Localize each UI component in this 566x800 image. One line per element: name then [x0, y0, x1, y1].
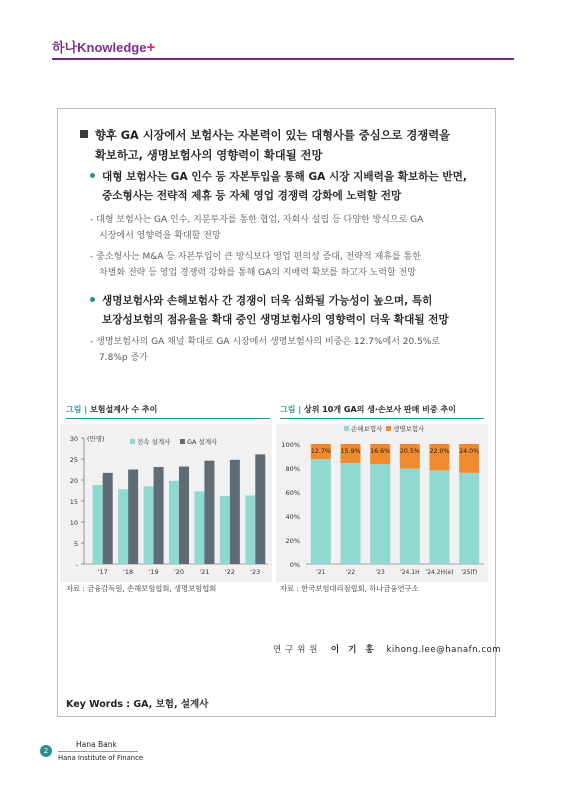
sub-bullet-2-line2: 보장성보험의 점유율을 확대 중인 생명보험사의 영향력이 더욱 확대될 전망	[102, 314, 449, 326]
author-line	[273, 643, 501, 655]
sub-bullet-2-line1: 생명보험사와 손해보험사 간 경쟁이 더욱 심화될 가능성이 높으며, 특히	[102, 295, 433, 307]
dot-bullet-icon	[90, 173, 95, 178]
bar-ga-planner	[255, 454, 265, 564]
footer-rule	[58, 751, 138, 752]
legend-label: GA 설계사	[187, 438, 218, 446]
figure-2-sep: |	[298, 405, 302, 414]
y-tick-label: 20%	[285, 537, 300, 545]
figure-2-tag: 그림	[280, 405, 296, 414]
detail-1-line1: 대형 보험사는 GA 인수, 지분투자를 통한 협업, 자회사 설립 등 다양한 방식으로 GA	[96, 215, 424, 225]
detail-3	[90, 334, 495, 366]
detail-3-line2: 7.8%p 증가	[99, 353, 148, 363]
sub-bullet-1-line2: 중소형사는 전략적 제휴 등 자체 영업 경쟁력 강화에 노력할 전망	[102, 190, 402, 202]
keywords: Key Words : GA, 보험, 설계사	[66, 699, 209, 710]
data-label-life-share: 12.7%	[310, 448, 331, 455]
detail-1-line2: 시장에서 영향력을 확대할 전망	[99, 231, 221, 241]
figure-1-title-text: 보험설계사 수 추이	[89, 405, 158, 414]
y-tick-label: 25	[69, 456, 78, 464]
y-tick-label: 60%	[285, 489, 300, 497]
legend-label: 전속 설계사	[137, 438, 171, 446]
y-tick-label: 100%	[281, 441, 300, 449]
y-tick-label: 15	[69, 498, 78, 506]
x-tick-label: '21	[199, 568, 210, 576]
detail-3-line1: 생명보험사의 GA 채널 확대로 GA 시장에서 생명보험사의 비중은 12.7%에서 20.5%로	[96, 337, 441, 347]
dash-marker: -	[90, 215, 94, 225]
x-tick-label: '18	[123, 568, 134, 576]
footer-bank: Hana Bank	[76, 740, 117, 749]
legend-label: 손해보험사	[351, 425, 383, 433]
bar-nonlife-share	[400, 469, 420, 564]
bar-nonlife-share	[311, 459, 331, 564]
bar-nonlife-share	[430, 470, 450, 564]
bar-ga-planner	[128, 470, 138, 565]
unit-label: (만명)	[87, 435, 105, 443]
bar-nonlife-share	[341, 463, 361, 564]
bar-ga-planner	[154, 467, 164, 564]
bar-ga-planner	[230, 460, 240, 564]
legend-swatch	[130, 439, 135, 444]
dash-marker: -	[90, 337, 94, 347]
bar-exclusive-planner	[144, 486, 154, 564]
y-tick-label: 20	[69, 477, 78, 485]
logo-knowledge-text: Knowledge	[77, 40, 147, 55]
figure-2-rule	[280, 418, 484, 419]
x-tick-label: '21	[316, 569, 326, 576]
data-label-life-share: 20.5%	[399, 448, 420, 455]
bar-nonlife-share	[459, 473, 479, 564]
bar-exclusive-planner	[118, 489, 128, 564]
x-tick-label: '24.1H	[400, 569, 420, 576]
x-tick-label: '23	[375, 569, 385, 576]
y-tick-label: -	[75, 561, 78, 569]
bar-ga-planner	[179, 467, 189, 564]
square-bullet-icon	[80, 130, 88, 138]
data-label-life-share: 24.0%	[459, 448, 480, 455]
detail-1	[90, 212, 495, 244]
x-tick-label: '23	[250, 568, 261, 576]
hana-knowledge-logo	[52, 37, 155, 56]
detail-2-line2: 차별화 전략 등 영업 경쟁력 강화를 통해 GA의 지배력 확보를 하고자 노력할 전망	[99, 268, 416, 278]
data-label-life-share: 22.0%	[429, 448, 450, 455]
main-bullet	[80, 126, 500, 166]
figure-2-title	[280, 404, 456, 415]
bar-exclusive-planner	[169, 481, 179, 564]
author-name: 이 기 홍	[330, 645, 377, 655]
sub-bullet-2	[90, 292, 495, 330]
main-bullet-line1: 향후 GA 시장에서 보험사는 자본력이 있는 대형사를 중심으로 경쟁력을	[95, 129, 451, 142]
legend-swatch	[344, 426, 349, 431]
figure-2-title-text: 상위 10개 GA의 생·손보사 판매 비중 추이	[303, 405, 456, 414]
bar-ga-planner	[204, 461, 214, 564]
chart-ga-sales-share	[276, 424, 488, 582]
detail-2-line1: 중소형사는 M&A 등 자본투입이 큰 방식보다 영업 편의성 증대, 전략적 제휴를 통한	[96, 252, 421, 262]
y-tick-label: 80%	[285, 465, 300, 473]
data-label-life-share: 15.9%	[340, 448, 361, 455]
x-tick-label: '22	[345, 569, 356, 576]
page-number: 2	[40, 745, 52, 757]
legend-swatch	[386, 426, 391, 431]
x-tick-label: '24.2H(e)	[425, 569, 454, 576]
y-tick-label: 0%	[289, 561, 300, 569]
logo-plus-icon: +	[146, 39, 156, 56]
figure-1-source: 자료 : 금융감독원, 손해보험협회, 생명보험협회	[66, 584, 217, 593]
bar-exclusive-planner	[220, 496, 230, 564]
y-tick-label: 30	[69, 435, 78, 443]
bar-exclusive-planner	[93, 485, 103, 564]
sub-bullet-1	[90, 168, 495, 206]
legend-swatch	[180, 439, 185, 444]
chart-1-background	[60, 424, 272, 582]
x-tick-label: '22	[224, 568, 235, 576]
figure-1-rule	[66, 418, 270, 419]
figure-1-sep: |	[84, 405, 88, 414]
y-tick-label: 40%	[285, 513, 300, 521]
bar-exclusive-planner	[245, 496, 255, 564]
y-tick-label: 10	[69, 519, 78, 527]
footer-institute: Hana Institute of Finance	[58, 754, 144, 762]
bar-ga-planner	[103, 473, 113, 564]
dash-marker: -	[90, 252, 94, 262]
author-role: 연 구 위 원	[273, 645, 318, 655]
logo-hana-text: 하나	[52, 40, 78, 55]
detail-2	[90, 249, 495, 281]
figure-2-source: 자료 : 한국보험대리점협회, 하나금융연구소	[280, 584, 419, 593]
x-tick-label: '17	[97, 568, 108, 576]
data-label-life-share: 16.6%	[370, 448, 391, 455]
bar-exclusive-planner	[194, 491, 204, 564]
main-bullet-line2: 확보하고, 생명보험사의 영향력이 확대될 전망	[95, 149, 323, 162]
x-tick-label: '20	[173, 568, 185, 576]
x-tick-label: '25(f)	[461, 569, 478, 576]
dot-bullet-icon	[90, 297, 95, 302]
bar-nonlife-share	[370, 464, 390, 564]
author-email[interactable]: kihong.lee@hanafn.com	[386, 645, 502, 655]
figure-1-title	[66, 404, 157, 415]
y-tick-label: 5	[73, 540, 78, 548]
header-rule	[52, 58, 514, 60]
chart-insurance-planners	[60, 424, 272, 582]
figure-1-tag: 그림	[66, 405, 82, 414]
x-tick-label: '19	[148, 568, 159, 576]
sub-bullet-1-line1: 대형 보험사는 GA 인수 등 자본투입을 통해 GA 시장 지배력을 확보하는 반면,	[102, 171, 467, 183]
legend-label: 생명보험사	[393, 425, 425, 433]
